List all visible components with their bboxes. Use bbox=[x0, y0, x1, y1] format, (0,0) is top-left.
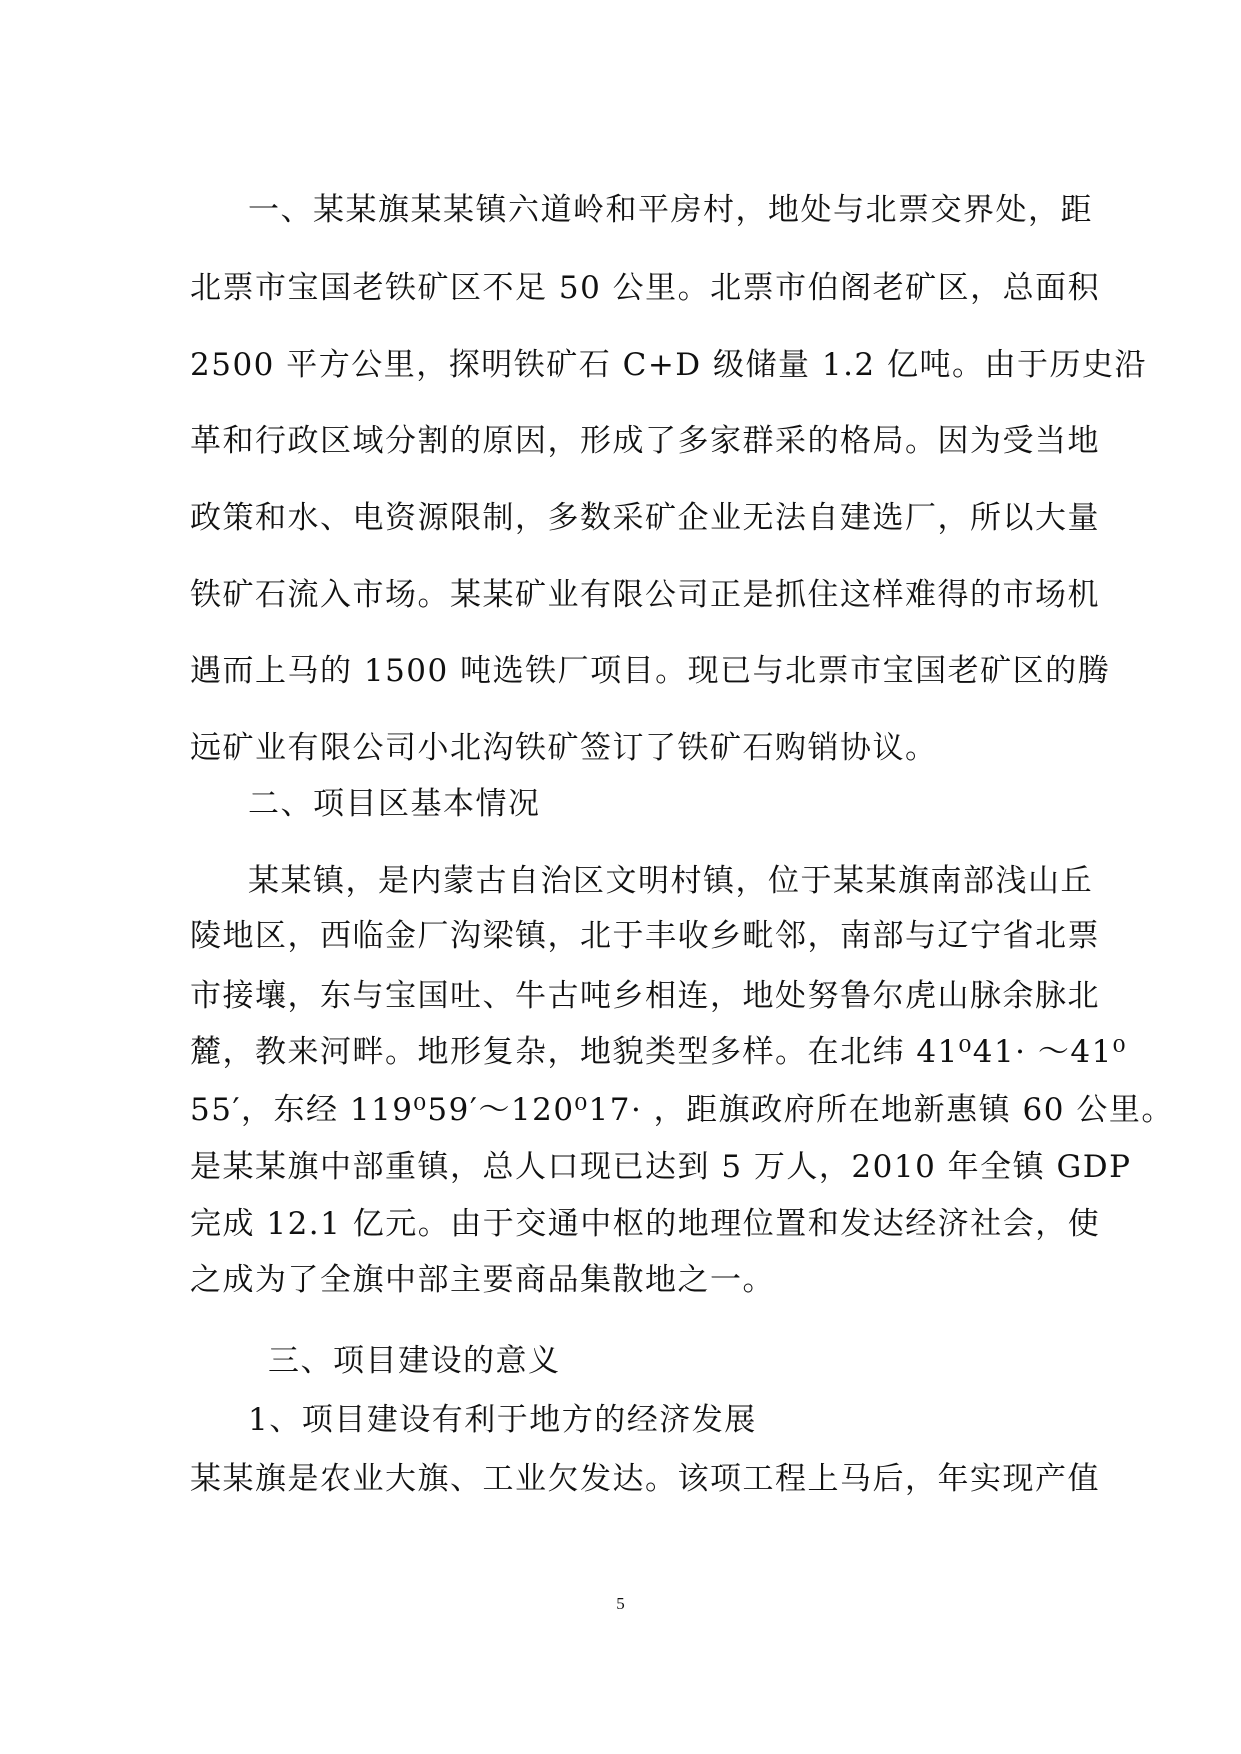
paragraph-line: 55′，东经 119⁰59′～120⁰17· ，距旗政府所在地新惠镇 60 公里。 bbox=[190, 1092, 1174, 1128]
paragraph-line: 政策和水、电资源限制，多数采矿企业无法自建选厂，所以大量 bbox=[190, 500, 1100, 536]
paragraph-line: 铁矿石流入市场。某某矿业有限公司正是抓住这样难得的市场机 bbox=[190, 577, 1100, 613]
paragraph-line: 市接壤，东与宝国吐、牛古吨乡相连，地处努鲁尔虎山脉余脉北 bbox=[190, 978, 1100, 1014]
paragraph-line: 某某镇，是内蒙古自治区文明村镇，位于某某旗南部浅山丘 bbox=[248, 863, 1093, 899]
paragraph-line: 之成为了全旗中部主要商品集散地之一。 bbox=[190, 1262, 775, 1298]
paragraph-line: 2500 平方公里，探明铁矿石 C+D 级储量 1.2 亿吨。由于历史沿 bbox=[190, 347, 1148, 383]
paragraph-line: 陵地区，西临金厂沟梁镇，北于丰收乡毗邻，南部与辽宁省北票 bbox=[190, 918, 1100, 954]
paragraph-line: 是某某旗中部重镇，总人口现已达到 5 万人，2010 年全镇 GDP bbox=[190, 1149, 1132, 1185]
paragraph-line: 某某旗是农业大旗、工业欠发达。该项工程上马后，年实现产值 bbox=[190, 1461, 1100, 1497]
paragraph-line: 远矿业有限公司小北沟铁矿签订了铁矿石购销协议。 bbox=[190, 730, 938, 766]
paragraph-line: 遇而上马的 1500 吨选铁厂项目。现已与北票市宝国老矿区的腾 bbox=[190, 653, 1111, 689]
paragraph-line: 完成 12.1 亿元。由于交通中枢的地理位置和发达经济社会，使 bbox=[190, 1206, 1101, 1242]
paragraph-line: 一、某某旗某某镇六道岭和平房村，地处与北票交界处，距 bbox=[248, 192, 1093, 228]
paragraph-line: 北票市宝国老铁矿区不足 50 公里。北票市伯阁老矿区，总面积 bbox=[190, 270, 1101, 306]
page-number: 5 bbox=[616, 1594, 625, 1613]
subsection-heading: 1、项目建设有利于地方的经济发展 bbox=[248, 1402, 757, 1438]
paragraph-line: 麓，教来河畔。地形复杂，地貌类型多样。在北纬 41⁰41· ～41⁰ bbox=[190, 1034, 1127, 1070]
paragraph-line: 革和行政区域分割的原因，形成了多家群采的格局。因为受当地 bbox=[190, 423, 1100, 459]
section-heading: 二、项目区基本情况 bbox=[248, 786, 541, 822]
section-heading: 三、项目建设的意义 bbox=[268, 1343, 561, 1379]
